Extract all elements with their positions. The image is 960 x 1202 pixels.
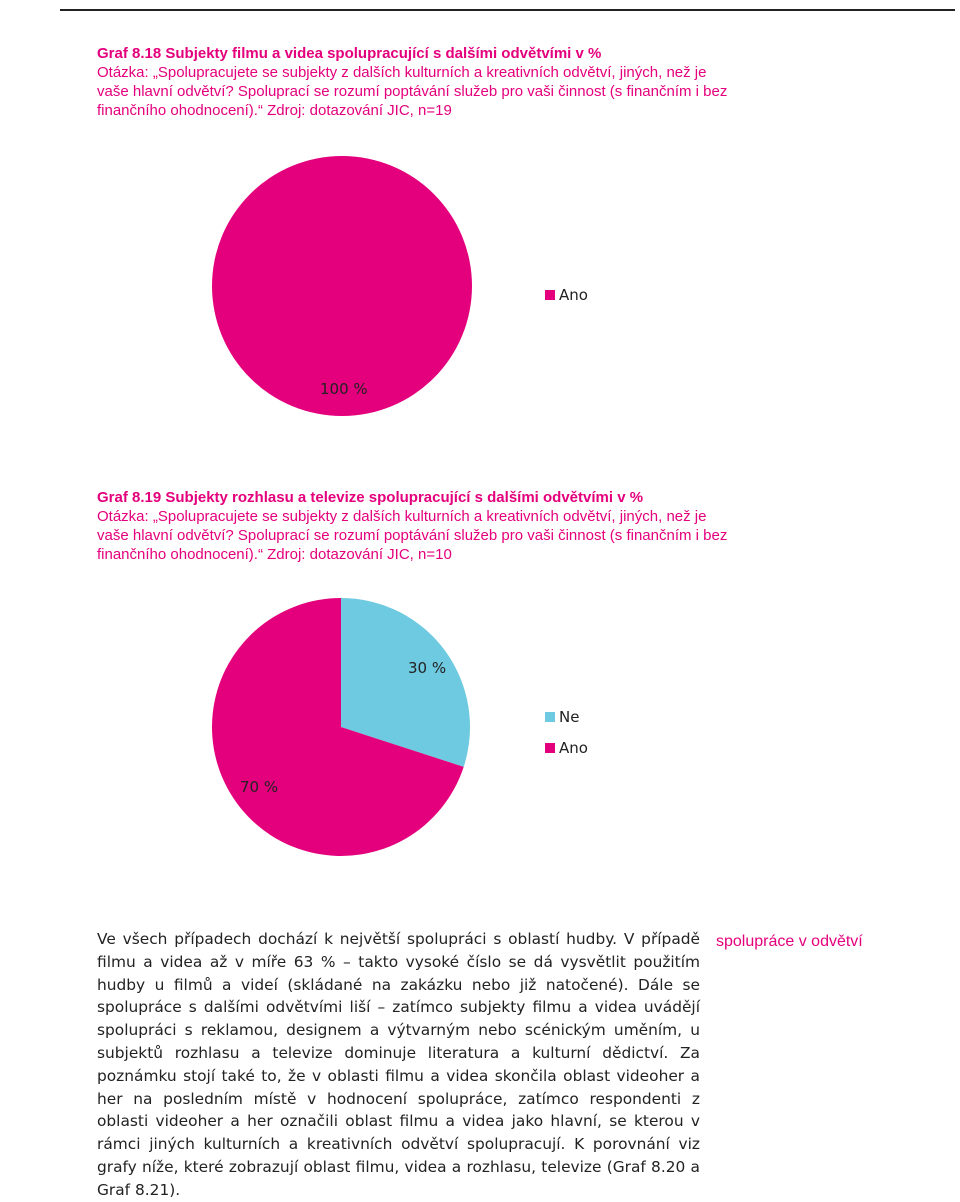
- pie1-legend: [545, 279, 588, 310]
- legend-label-ano: Ano: [559, 285, 588, 304]
- side-note: spolupráce v odvětví: [716, 933, 863, 950]
- graph-caption-2: [97, 488, 737, 564]
- pie1-data-label-ano: 100 %: [320, 380, 368, 398]
- graph-caption-1: [97, 44, 737, 120]
- graph-question-2: Otázka: „Spolupracujete se subjekty z dalších kulturních a kreativních odvětví, jiných, než je vaše hlavní odvětví? Spoluprací se rozumí poptávání služeb pro vaši činnost (s finančním i bez finančního ohodnocení).“ Zdroj: dotazování JIC, n=10: [97, 508, 728, 563]
- graph-title-1: Graf 8.18 Subjekty filmu a videa spolupracující s dalšími odvětvími v %: [97, 45, 602, 62]
- header-rule-dashed: [905, 9, 955, 11]
- pie-chart-1: [211, 155, 473, 417]
- legend-item: [545, 701, 588, 732]
- graph-question-1: Otázka: „Spolupracujete se subjekty z dalších kulturních a kreativních odvětví, jiných, než je vaše hlavní odvětví? Spoluprací se rozumí poptávání služeb pro vaši činnost (s finančním i bez finančního ohodnocení).“ Zdroj: dotazování JIC, n=19: [97, 64, 728, 119]
- legend-label-ne: Ne: [559, 707, 580, 726]
- pie2-data-label-ne: 30 %: [408, 659, 447, 677]
- pie-slice-ano: [212, 156, 472, 416]
- header-rule: [60, 9, 955, 11]
- pie2-legend: [545, 701, 588, 763]
- legend-label-ano: Ano: [559, 738, 588, 757]
- pie2-data-label-ano: 70 %: [240, 778, 279, 796]
- legend-item: [545, 732, 588, 763]
- legend-swatch-ano: [545, 743, 555, 753]
- legend-swatch-ne: [545, 712, 555, 722]
- legend-swatch-ano: [545, 290, 555, 300]
- pie-chart-2: [211, 597, 471, 857]
- body-paragraph: Ve všech případech dochází k největší spolupráci s oblastí hudby. V případě filmu a videa až v míře 63 % – takto vysoké číslo se dá vysvětlit použitím hudby u filmů a videí (skládané na zakázku nebo již natočené). Dále se spolupráce s dalšími odvětvími liší – zatímco subjekty filmu a videa uvádějí spolupráci s reklamou, designem a výtvarným nebo scénickým uměním, u subjektů rozhlasu a televize dominuje literatura a kulturní dědictví. Za poznámku stojí také to, že v oblasti filmu a videa skončila oblast videoher a her na posledním místě v hodnocení spolupráce, zatímco respondenti z oblasti videoher a her označili oblast filmu a videa jako hlavní, se kterou v rámci jiných kulturních a kreativních odvětví spolupracují. K porovnání viz grafy níže, které zobrazují oblast filmu, videa a rozhlasu, televize (Graf 8.20 a Graf 8.21).: [97, 930, 700, 1199]
- graph-title-2: Graf 8.19 Subjekty rozhlasu a televize spolupracující s dalšími odvětvími v %: [97, 489, 644, 506]
- legend-item: [545, 279, 588, 310]
